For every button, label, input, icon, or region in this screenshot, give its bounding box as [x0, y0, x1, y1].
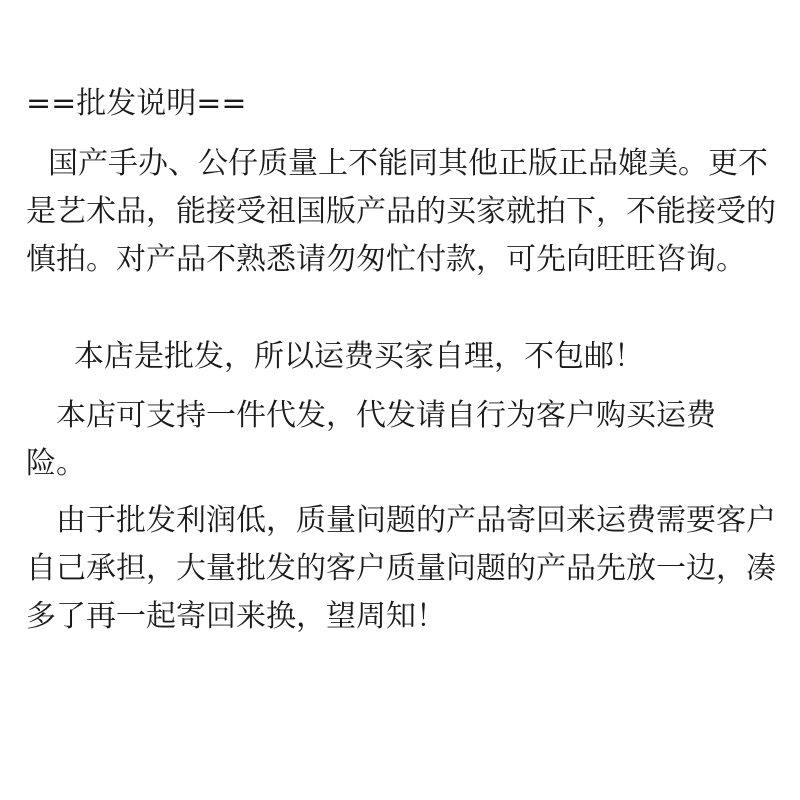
paragraph-dropshipping: 本店可支持一件代发，代发请自行为客户购买运费险。 — [26, 398, 716, 481]
paragraph-quality-disclaimer: 国产手办、公仔质量上不能同其他正版正品媲美。更不是艺术品，能接受祖国版产品的买家就拍下，不能接受的慎拍。对产品不熟悉请勿匆忙付款，可先向旺旺咨询。 — [26, 146, 776, 277]
paragraph-returns-policy: 由于批发利润低，质量问题的产品寄回来运费需要客户自己承担，大量批发的客户质量问题的产品先放一边，凑多了再一起寄回来换，望周知！ — [26, 503, 776, 634]
paragraph-shipping-policy: 本店是批发，所以运费买家自理，不包邮！ — [74, 339, 644, 374]
notice-heading: ==批发说明== — [26, 86, 247, 121]
